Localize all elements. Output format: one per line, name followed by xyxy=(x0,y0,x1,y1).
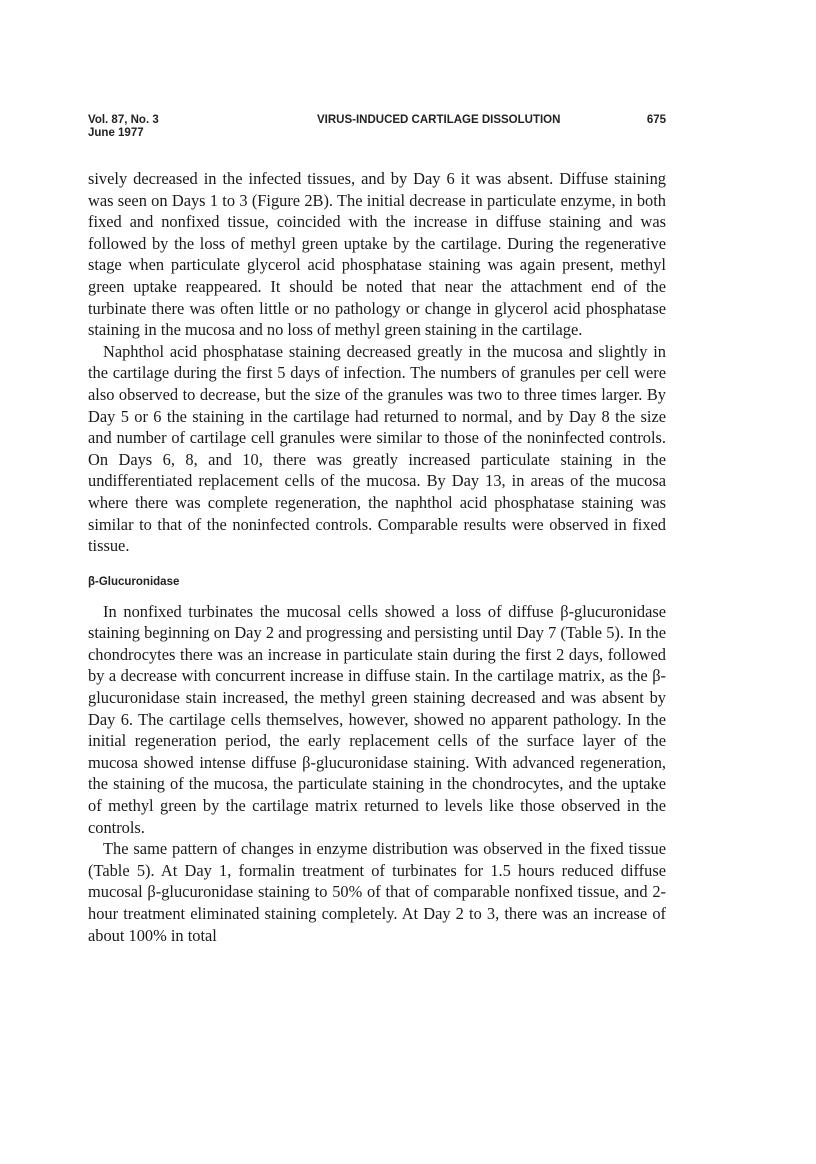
paragraph-naphthol: Naphthol acid phosphatase staining decreased greatly in the mucosa and slightly in the cartilage during the first 5 days of infection. The numbers of granules per cell were also observed to decrease, but the size of the granules was two to three times larger. By Day 5 or 6 the staining in the cartilage had returned to normal, and by Day 8 the size and number of cartilage cell granules were similar to those of the noninfected controls. On Days 6, 8, and 10, there was greatly increased particulate staining in the undifferentiated replacement cells of the mucosa. By Day 13, in areas of the mucosa where there was complete regeneration, the naphthol acid phosphatase staining was similar to that of the noninfected controls. Comparable results were observed in fixed tissue. xyxy=(88,341,666,556)
issue-date: June 1977 xyxy=(88,127,144,139)
running-title: VIRUS-INDUCED CARTILAGE DISSOLUTION xyxy=(317,114,561,126)
article-body xyxy=(88,168,666,946)
paragraph-fixed-tissue: The same pattern of changes in enzyme distribution was observed in the fixed tissue (Table 5). At Day 1, formalin treatment of turbinates for 1.5 hours reduced diffuse mucosal β-glucuronidase staining to 50% of that of comparable nonfixed tissue, and 2-hour treatment eliminated staining completely. At Day 2 to 3, there was an increase of about 100% in total xyxy=(88,839,666,945)
paragraph-continued: sively decreased in the infected tissues, and by Day 6 it was absent. Diffuse staining was seen on Days 1 to 3 (Figure 2B). The initial decrease in particulate enzyme, in both fixed and nonfixed tissue, coincided with the increase in diffuse staining and was followed by the loss of methyl green uptake by the cartilage. During the regenerative stage when particulate glycerol acid phosphatase staining was again present, methyl green uptake reappeared. It should be noted that near the attachment end of the turbinate there was often little or no pathology or change in glycerol acid phosphatase staining in the mucosa and no loss of methyl green staining in the cartilage. xyxy=(88,169,666,340)
section-heading-beta-glucuronidase: β-Glucuronidase xyxy=(88,575,180,588)
journal-issue xyxy=(88,114,159,140)
paragraph-nonfixed-turbinates: In nonfixed turbinates the mucosal cells showed a loss of diffuse β-glucuronidase staining beginning on Day 2 and progressing and persisting until Day 7 (Table 5). In the chondrocytes there was an increase in particulate stain during the first 2 days, followed by a decrease with concurrent increase in diffuse stain. In the cartilage matrix, as the β-glucuronidase stain increased, the methyl green staining decreased and was absent by Day 6. The cartilage cells themselves, however, showed no apparent pathology. In the initial regeneration period, the early replacement cells of the surface layer of the mucosa showed intense diffuse β-glucuronidase staining. With advanced regeneration, the staining of the mucosa, the particulate staining in the chondrocytes, and the uptake of methyl green by the cartilage matrix returned to levels like those observed in the controls. xyxy=(88,601,666,837)
volume-number: Vol. 87, No. 3 xyxy=(88,114,159,126)
page-number: 675 xyxy=(646,114,666,126)
